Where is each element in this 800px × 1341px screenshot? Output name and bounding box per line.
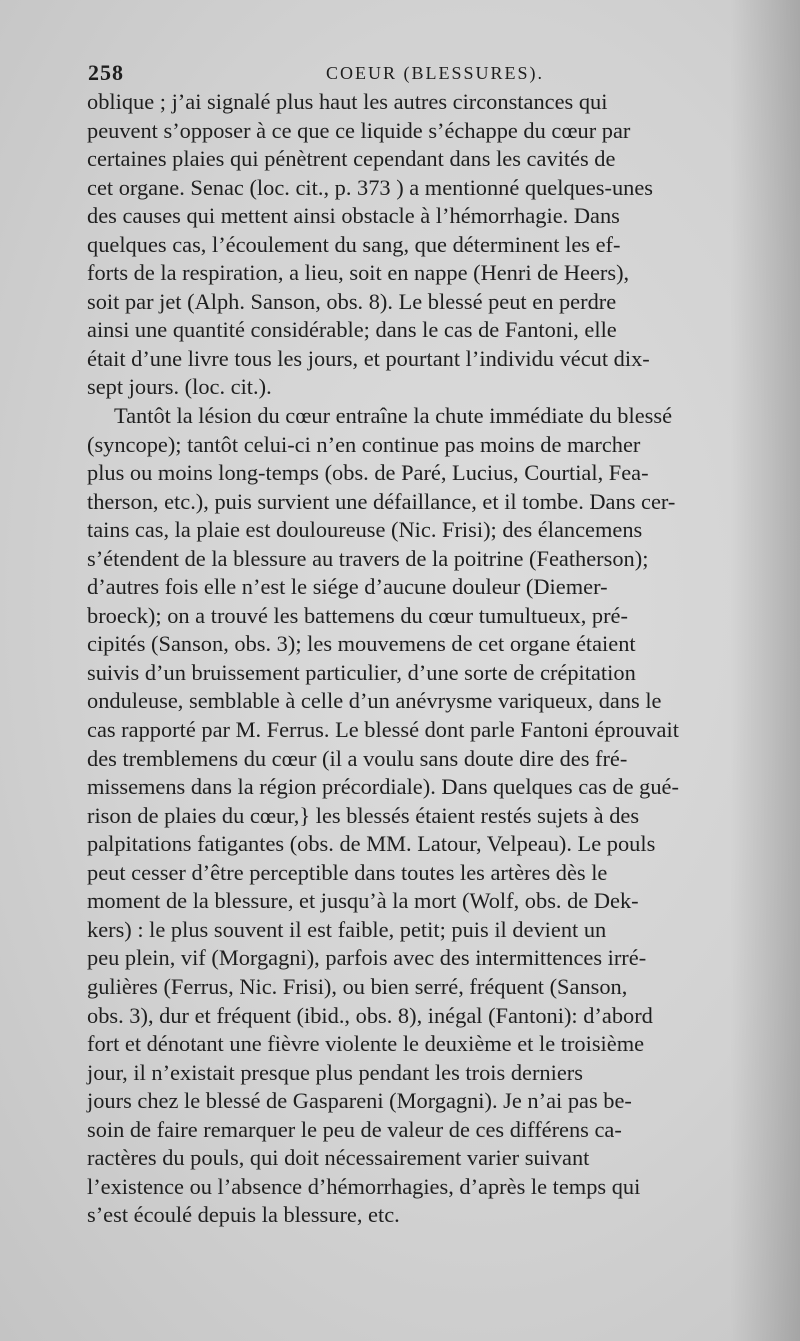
paragraph-1: oblique ; j’ai signalé plus haut les autres circonstances qui peuvent s’opposer à ce que ce liquide s’échappe du cœur par certaines plaies qui pénètrent cependant dans les cavités de cet organe. Senac (loc. cit., p. 373 ) a mentionné quelques-unes des causes qui mettent ainsi obstacle à l’hémorrhagie. Dans quelques cas, l’écoulement du sang, que déterminent les ef- forts de la respiration, a lieu, soit en nappe (Henri de Heers), soit par jet (Alph. Sanson, obs. 8). Le blessé peut en perdre ainsi une quantité considérable; dans le cas de Fantoni, elle était d’une livre tous les jours, et pourtant l’individu vécut dix- sept jours. (loc. cit.). — [87, 89, 654, 400]
paragraph-2: Tantôt la lésion du cœur entraîne la chute immédiate du blessé (syncope); tantôt celui-ci n’en continue pas moins de marcher plus ou moins long-temps (obs. de Paré, Lucius, Courtial, Fea- therson, etc.), puis survient une défaillance, et il tombe. Dans cer- tains cas, la plaie est douloureuse (Nic. Frisi); des élancemens s’étendent de la blessure au travers de la poitrine (Featherson); d’autres fois elle n’est le siége d’aucune douleur (Diemer- broeck); on a trouvé les battemens du cœur tumultueux, pré- cipités (Sanson, obs. 3); les mouvemens de cet organe étaient suivis d’un bruissement particulier, d’une sorte de crépitation onduleuse, semblable à celle d’un anévrysme variqueux, dans le cas rapporté par M. Ferrus. Le blessé dont parle Fantoni éprouvait des tremblemens du cœur (il a voulu sans doute dire des fré- missemens dans la région précordiale). Dans quelques cas de gué- rison de plaies du cœur,} les blessés étaient restés sujets à des palpitations fatigantes (obs. de MM. Latour, Velpeau). Le pouls peut cesser d’être perceptible dans toutes les artères dès le moment de la blessure, et jusqu’à la mort (Wolf, obs. de Dek- kers) : le plus souvent il est faible, petit; puis il devient un peu plein, vif (Morgagni), parfois avec des intermittences irré- gulières (Ferrus, Nic. Frisi), ou bien serré, fréquent (Sanson, obs. 3), dur et fréquent (ibid., obs. 8), inégal (Fantoni): d’abord fort et dénotant une fièvre violente le deuxième et le troisième jour, il n’existait presque plus pendant les trois derniers jours chez le blessé de Gaspareni (Morgagni). Je n’ai pas be- soin de faire remarquer le peu de valeur de ces différens ca- ractères du pouls, qui doit nécessairement varier suivant l’existence ou l’absence d’hémorrhagies, d’après le temps qui s’est écoulé depuis la blessure, etc. — [87, 403, 679, 1228]
running-head: COEUR (BLESSURES). — [326, 63, 545, 83]
body-text — [87, 88, 751, 1230]
page-number: 258 — [88, 60, 124, 85]
page-header — [88, 60, 752, 90]
